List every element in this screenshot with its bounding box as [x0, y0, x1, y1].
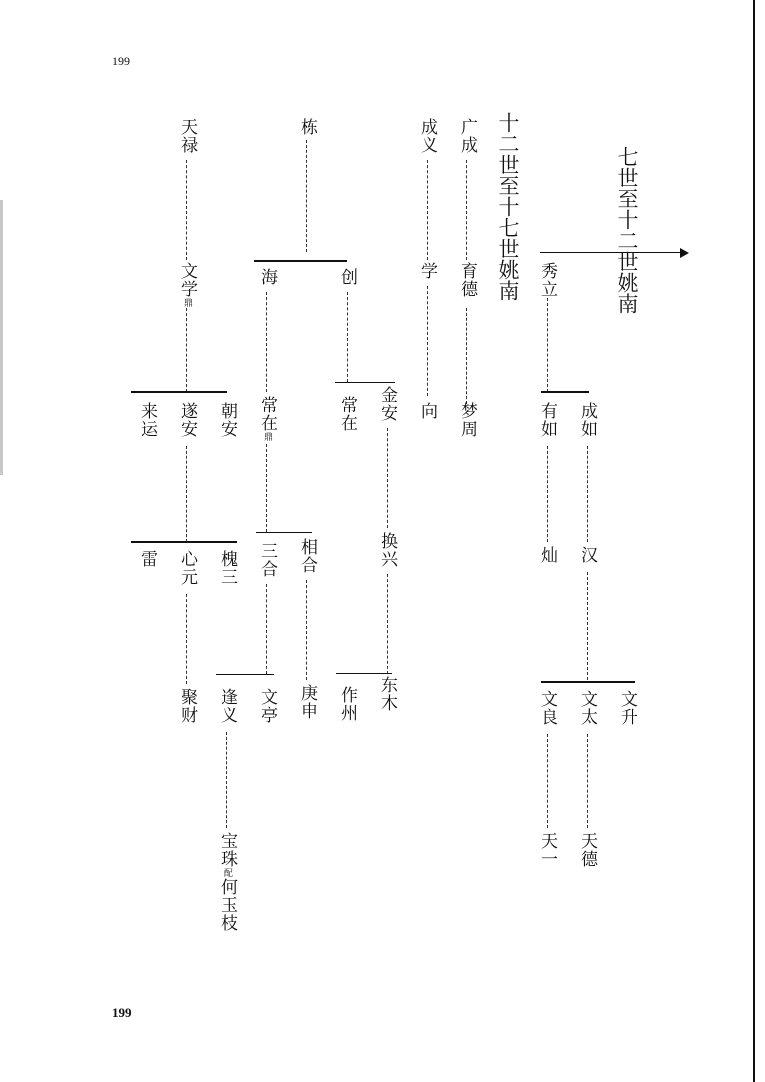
line-fengyi-baozhu	[226, 732, 227, 828]
line-xue-xiang	[427, 286, 428, 396]
line-hai-changzai	[266, 292, 267, 392]
line-xianghe-gengshen	[306, 580, 307, 680]
family-bar-changzai	[256, 532, 312, 533]
person-mengzhou: 梦周	[457, 402, 477, 438]
family-bar-chuang	[335, 382, 395, 383]
spouse-he-yuzhi: 何玉枝	[217, 878, 237, 932]
line-huanxing-bar	[387, 574, 388, 674]
left-margin-mark	[0, 200, 3, 475]
page-edge-line	[753, 0, 755, 1082]
person-wentai: 文太	[577, 690, 597, 726]
person-tianlu: 天禄	[177, 118, 197, 154]
line-chengyi-xue	[427, 160, 428, 260]
person-youru: 有如	[537, 402, 557, 438]
line-chuang-bar	[347, 292, 348, 382]
person-yude: 育德	[457, 262, 477, 298]
person-dongmu: 东木	[377, 676, 397, 712]
person-can: 灿	[537, 546, 557, 564]
line-xinyuan-jucai	[186, 594, 187, 684]
person-xiuli: 秀立	[537, 262, 557, 298]
line-dong-bar	[306, 140, 307, 252]
note-baozhu: 配	[222, 868, 232, 878]
line-yude-mengzhou	[466, 308, 467, 404]
person-xianghe: 相合	[297, 538, 317, 574]
note-wenxue: 鼎	[182, 298, 192, 308]
person-han: 汉	[577, 546, 597, 564]
family-bar-huanxing	[336, 673, 392, 674]
person-lei: 雷	[137, 550, 157, 568]
person-dong: 栋	[297, 118, 317, 136]
line-jinan-huanxing	[387, 428, 388, 528]
person-laiyun: 来运	[137, 402, 157, 438]
person-tiande: 天德	[577, 832, 597, 868]
line-wenliang-tianyi	[547, 734, 548, 828]
family-bar-sanhe	[216, 674, 274, 675]
person-tianyi: 天一	[537, 832, 557, 868]
person-suian: 遂安	[177, 402, 197, 438]
family-bar-han	[541, 681, 635, 683]
family-bar-suian	[131, 541, 237, 543]
page-number-bottom: 199	[112, 1005, 132, 1020]
person-wenxue: 文学鼎	[177, 262, 197, 308]
person-gengshen: 庚申	[297, 684, 317, 720]
person-guangcheng: 广成	[457, 118, 477, 154]
person-chaoan: 朝安	[217, 402, 237, 438]
person-chuang: 创	[337, 268, 357, 286]
person-xinyuan: 心元	[177, 550, 197, 586]
person-chengyi: 成义	[417, 118, 437, 154]
family-bar-xiuli	[541, 391, 589, 393]
section-title-gen7-12: 七世至十二世姚南	[615, 146, 639, 314]
person-chengru: 成如	[577, 402, 597, 438]
person-xiang: 向	[417, 402, 437, 420]
person-baozhu: 宝珠配何玉枝	[217, 832, 237, 932]
person-jucai: 聚财	[177, 688, 197, 724]
family-bar-dong	[254, 260, 347, 262]
line-wenxue-bar	[186, 308, 187, 392]
section-title-gen12-17: 十二世至十七世姚南	[496, 112, 520, 301]
person-sanhe: 三合	[257, 542, 277, 578]
page-number-top: 199	[112, 54, 130, 68]
line-guangcheng-yude	[466, 160, 467, 260]
line-suian-bar	[186, 446, 187, 542]
person-xue: 学	[417, 262, 437, 280]
line-changzai-bar	[266, 444, 267, 532]
person-jinan: 金安	[377, 386, 397, 422]
line-youru-can	[547, 446, 548, 542]
continuation-arrow-line	[540, 252, 680, 253]
person-changzai-1: 常在鼎	[257, 396, 277, 442]
continuation-arrow-head	[680, 248, 689, 258]
note-changzai: 鼎	[262, 432, 272, 442]
person-fengyi: 逢义	[217, 688, 237, 724]
person-wenliang: 文良	[537, 690, 557, 726]
line-tianlu-wenxue	[186, 160, 187, 260]
person-zuozhou: 作州	[337, 686, 357, 722]
person-changzai-2: 常在	[337, 396, 357, 432]
line-chengru-han	[587, 446, 588, 542]
person-hai: 海	[257, 268, 277, 286]
person-huanxing: 换兴	[377, 532, 397, 568]
person-wensheng: 文升	[617, 690, 637, 726]
line-xiuli-bar	[547, 298, 548, 392]
line-sanhe-bar	[266, 584, 267, 674]
person-huaisan: 槐三	[217, 550, 237, 586]
line-han-bar	[587, 572, 588, 680]
family-bar-wenxue	[131, 391, 227, 393]
person-wenting: 文亭	[257, 688, 277, 724]
line-wentai-tiande	[587, 734, 588, 828]
